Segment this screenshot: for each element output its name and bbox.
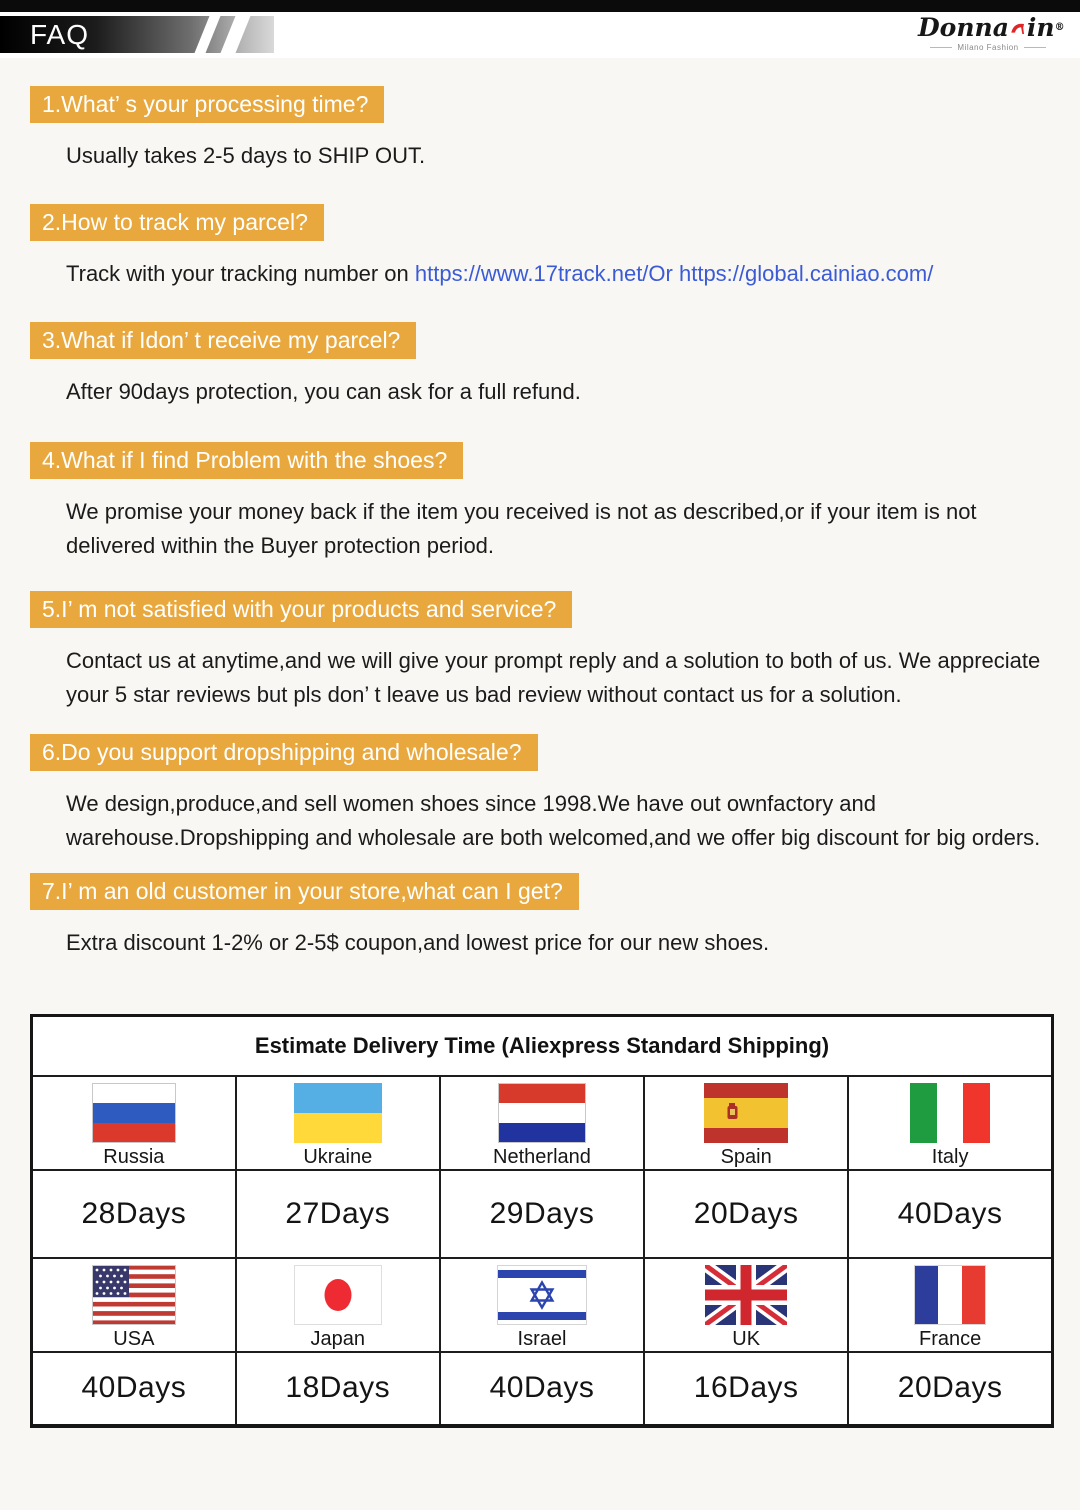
faq-item: [30, 442, 1050, 563]
question-header: 5.I’ m not satisfied with your products and service?: [30, 591, 572, 628]
table-cell-netherland: [440, 1076, 644, 1170]
days-value: 20Days: [644, 1170, 848, 1258]
faq-item: [30, 591, 1050, 712]
high-heel-icon: [1010, 13, 1026, 29]
faq-section: [0, 86, 1080, 1428]
days-value: 40Days: [848, 1170, 1052, 1258]
usa-flag-icon: [92, 1265, 176, 1325]
faq-item: [30, 734, 1050, 855]
country-label: Netherland: [493, 1145, 591, 1168]
tagline-line: [930, 47, 952, 48]
israel-flag-icon: [497, 1265, 587, 1325]
country-label: Israel: [517, 1327, 567, 1350]
italy-flag-icon: [910, 1083, 990, 1143]
answer-text: We design,produce,and sell women shoes since 1998.We have out ownfactory and warehouse.Dropshipping and wholesale are both welcomed,and we offer big discount for big orders.: [66, 791, 1041, 850]
table-cell-israel: [440, 1258, 644, 1352]
brand-tagline: [918, 43, 1058, 52]
country-label: Italy: [931, 1145, 969, 1168]
answer-text: [66, 257, 1050, 291]
country-label: Spain: [720, 1145, 772, 1168]
uk-flag-icon: [705, 1265, 787, 1325]
country-label: Ukraine: [303, 1145, 373, 1168]
country-label: USA: [113, 1327, 155, 1350]
page-header: [0, 12, 1080, 58]
country-label: Russia: [103, 1145, 165, 1168]
faq-item: [30, 322, 1050, 409]
ukraine-flag-icon: [294, 1083, 382, 1143]
table-cell-uk: [644, 1258, 848, 1352]
days-value: 20Days: [848, 1352, 1052, 1426]
table-cell-japan: [236, 1258, 440, 1352]
table-cell-russia: [32, 1076, 236, 1170]
faq-item: [30, 873, 1050, 960]
russia-flag-icon: [92, 1083, 176, 1143]
tracking-link-17track[interactable]: https://www.17track.net/Or: [414, 261, 673, 286]
country-label: France: [919, 1327, 982, 1350]
tracking-link-cainiao[interactable]: https://global.cainiao.com/: [678, 261, 934, 286]
tagline-text: Milano Fashion: [957, 43, 1019, 52]
japan-flag-icon: [294, 1265, 382, 1325]
table-cell-france: [848, 1258, 1052, 1352]
days-value: 40Days: [32, 1352, 236, 1426]
brand-name-right: in: [1026, 13, 1055, 42]
faq-item: [30, 86, 1050, 173]
top-black-bar: [0, 0, 1080, 12]
country-label: Japan: [310, 1327, 366, 1350]
tagline-line: [1024, 47, 1046, 48]
faq-title: FAQ: [30, 19, 90, 50]
answer-text: Usually takes 2-5 days to SHIP OUT.: [66, 143, 426, 168]
brand-name: [918, 13, 1065, 43]
delivery-time-table: [30, 1014, 1054, 1428]
country-label: UK: [732, 1327, 761, 1350]
answer-text: Extra discount 1-2% or 2-5$ coupon,and lowest price for our new shoes.: [66, 930, 770, 955]
table-cell-italy: [848, 1076, 1052, 1170]
table-title: Estimate Delivery Time (Aliexpress Standard Shipping): [32, 1016, 1053, 1076]
registered-mark: ®: [1054, 22, 1065, 33]
france-flag-icon: [914, 1265, 986, 1325]
question-header: 3.What if Idon’ t receive my parcel?: [30, 322, 416, 359]
table-cell-usa: [32, 1258, 236, 1352]
spain-flag-icon: [704, 1083, 788, 1143]
days-value: 28Days: [32, 1170, 236, 1258]
days-value: 18Days: [236, 1352, 440, 1426]
question-header: 7.I’ m an old customer in your store,what can I get?: [30, 873, 579, 910]
question-header: 6.Do you support dropshipping and wholesale?: [30, 734, 538, 771]
question-header: 4.What if I find Problem with the shoes?: [30, 442, 463, 479]
days-value: 29Days: [440, 1170, 644, 1258]
brand-name-left: Donna: [918, 13, 1009, 42]
answer-prefix: Track with your tracking number on: [66, 261, 415, 286]
days-value: 40Days: [440, 1352, 644, 1426]
answer-text: Contact us at anytime,and we will give your prompt reply and a solution to both of us. We appreciate your 5 star reviews but pls don’ t leave us bad review without contact us for a solution.: [66, 648, 1041, 707]
question-header: 2.How to track my parcel?: [30, 204, 324, 241]
answer-text: We promise your money back if the item you received is not as described,or if your item is not delivered within the Buyer protection period.: [66, 499, 977, 558]
faq-item: [30, 204, 1050, 291]
table-cell-spain: [644, 1076, 848, 1170]
table-cell-ukraine: [236, 1076, 440, 1170]
answer-text: After 90days protection, you can ask for a full refund.: [66, 379, 581, 404]
netherland-flag-icon: [498, 1083, 586, 1143]
question-header: 1.What’ s your processing time?: [30, 86, 384, 123]
days-value: 27Days: [236, 1170, 440, 1258]
days-value: 16Days: [644, 1352, 848, 1426]
faq-banner: [0, 16, 274, 53]
brand-logo: [918, 13, 1065, 52]
